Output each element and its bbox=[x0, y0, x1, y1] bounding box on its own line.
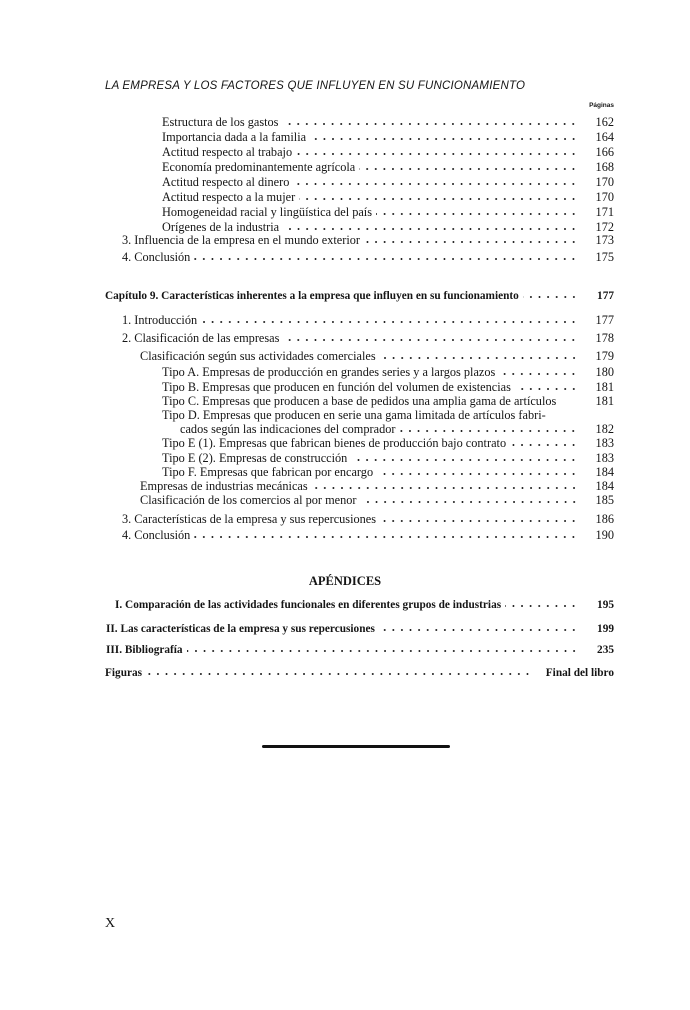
toc-entry bbox=[105, 289, 614, 303]
toc-entry bbox=[122, 250, 614, 264]
toc-entry-page: 186 bbox=[595, 512, 614, 526]
toc-entry bbox=[122, 528, 614, 542]
toc-entry-page: 235 bbox=[597, 644, 614, 656]
dot-leader bbox=[312, 481, 578, 490]
dot-leader bbox=[399, 424, 578, 433]
appendices-heading: APÉNDICES bbox=[308, 574, 382, 588]
toc-entry-title: Actitud respecto al trabajo bbox=[162, 145, 293, 159]
dot-leader bbox=[515, 382, 578, 391]
dot-leader bbox=[187, 644, 578, 653]
toc-entry-title: cados según las indicaciones del comprador bbox=[180, 422, 396, 436]
toc-entry-page: 190 bbox=[595, 528, 614, 542]
toc-entry-page: 168 bbox=[595, 160, 614, 174]
toc-entry-page: 195 bbox=[597, 599, 614, 611]
dot-leader bbox=[310, 132, 578, 141]
toc-entry-title: Tipo A. Empresas de producción en grandes series y a largos plazos bbox=[162, 365, 496, 379]
toc-entry-page: 171 bbox=[595, 205, 614, 219]
dot-leader bbox=[505, 599, 578, 608]
toc-entry-page: 181 bbox=[595, 394, 614, 408]
toc-entry bbox=[162, 465, 614, 479]
toc-entry-page: 175 bbox=[595, 250, 614, 264]
toc-entry bbox=[122, 512, 614, 526]
dot-leader bbox=[380, 514, 578, 523]
toc-entry-title: Tipo E (2). Empresas de construcción bbox=[162, 451, 348, 465]
toc-entry bbox=[122, 313, 614, 327]
dot-leader bbox=[377, 467, 578, 476]
dot-leader bbox=[380, 351, 578, 360]
toc-entry-title: III. Bibliografía bbox=[106, 644, 183, 656]
dot-leader bbox=[283, 333, 578, 342]
toc-entry bbox=[162, 365, 614, 379]
toc-entry bbox=[106, 622, 614, 636]
toc-entry-title: 2. Clasificación de las empresas bbox=[122, 331, 280, 345]
toc-entry bbox=[162, 175, 614, 189]
toc-entry-title: 3. Influencia de la empresa en el mundo exterior bbox=[122, 233, 360, 247]
toc-entry bbox=[106, 643, 614, 657]
toc-entry bbox=[162, 205, 614, 219]
toc-entry bbox=[162, 451, 614, 465]
toc-entry bbox=[162, 220, 614, 234]
toc-entry-page: 181 bbox=[595, 380, 614, 394]
dot-leader bbox=[293, 177, 578, 186]
toc-entry-title: Tipo C. Empresas que producen a base de pedidos una amplia gama de artículos bbox=[162, 394, 557, 408]
toc-entry-title: Homogeneidad racial y lingüística del país bbox=[162, 205, 373, 219]
page-number: X bbox=[105, 916, 116, 931]
toc-entry-title: 4. Conclusión bbox=[122, 250, 191, 264]
dot-leader bbox=[560, 396, 578, 405]
dot-leader bbox=[194, 530, 578, 539]
toc-entry-title: Tipo B. Empresas que producen en función del volumen de existencias bbox=[162, 380, 511, 394]
dot-leader bbox=[523, 290, 578, 299]
running-head: LA EMPRESA Y LOS FACTORES QUE INFLUYEN EN SU FUNCIONAMIENTO bbox=[105, 80, 526, 92]
toc-entry-page: 178 bbox=[595, 331, 614, 345]
toc-entry-title: Capítulo 9. Características inherentes a la empresa que influyen en su funcionamiento bbox=[105, 290, 519, 302]
dot-leader bbox=[146, 667, 532, 676]
toc-entry bbox=[162, 380, 614, 394]
toc-entry-page: 185 bbox=[595, 493, 614, 507]
toc-entry bbox=[122, 233, 614, 247]
dot-leader bbox=[194, 252, 578, 261]
toc-entry-title: Tipo E (1). Empresas que fabrican bienes de producción bajo contrato bbox=[162, 436, 507, 450]
dot-leader bbox=[376, 207, 578, 216]
toc-entry-page: 179 bbox=[595, 349, 614, 363]
toc-entry-tipo-d-first-line: Tipo D. Empresas que producen en serie una gama limitada de artículos fabri- bbox=[162, 408, 546, 422]
toc-entry bbox=[162, 130, 614, 144]
dot-leader bbox=[510, 438, 578, 447]
toc-entry bbox=[162, 190, 614, 204]
toc-entry-page: 177 bbox=[597, 290, 614, 302]
dot-leader bbox=[351, 453, 578, 462]
dot-leader bbox=[201, 315, 578, 324]
toc-entry-title: Importancia dada a la familia bbox=[162, 130, 307, 144]
toc-entry-page: 162 bbox=[595, 115, 614, 129]
dot-leader bbox=[296, 147, 578, 156]
dot-leader bbox=[499, 367, 578, 376]
dot-leader bbox=[364, 235, 578, 244]
toc-entry bbox=[140, 479, 614, 493]
toc-entry bbox=[162, 115, 614, 129]
dot-leader bbox=[299, 192, 578, 201]
toc-entry-title: Empresas de industrias mecánicas bbox=[140, 479, 308, 493]
toc-entry-page: 184 bbox=[595, 479, 614, 493]
dot-leader bbox=[361, 495, 579, 504]
toc-entry-page: 184 bbox=[595, 465, 614, 479]
toc-entry-title: 3. Características de la empresa y sus repercusiones bbox=[122, 512, 377, 526]
toc-entry-page: 199 bbox=[597, 623, 614, 635]
toc-entry-title: Figuras bbox=[105, 667, 143, 679]
toc-entry-page: 182 bbox=[595, 422, 614, 436]
toc-entry bbox=[180, 422, 614, 436]
dot-leader bbox=[379, 623, 578, 632]
toc-entry bbox=[162, 436, 614, 450]
dot-leader bbox=[359, 162, 578, 171]
decorative-rule bbox=[262, 745, 450, 748]
toc-entry-page: 180 bbox=[595, 365, 614, 379]
toc-entry-title: Actitud respecto al dinero bbox=[162, 175, 290, 189]
pages-column-label: Páginas bbox=[589, 102, 614, 109]
toc-entry bbox=[140, 349, 614, 363]
toc-entry bbox=[162, 160, 614, 174]
toc-entry-page: 173 bbox=[595, 233, 614, 247]
toc-entry-page: 170 bbox=[595, 175, 614, 189]
toc-entry-page: Final del libro bbox=[545, 667, 614, 679]
toc-entry-page: 177 bbox=[595, 313, 614, 327]
toc-entry-page: 183 bbox=[595, 436, 614, 450]
toc-entry bbox=[122, 331, 614, 345]
toc-entry bbox=[162, 145, 614, 159]
toc-entry-title: I. Comparación de las actividades funcionales en diferentes grupos de industrias bbox=[115, 599, 502, 611]
toc-entry-title: Clasificación de los comercios al por menor bbox=[140, 493, 357, 507]
toc-entry-title: Orígenes de la industria bbox=[162, 220, 280, 234]
toc-entry-page: 183 bbox=[595, 451, 614, 465]
toc-entry-page: 164 bbox=[595, 130, 614, 144]
dot-leader bbox=[283, 222, 578, 231]
toc-entry-page: 170 bbox=[595, 190, 614, 204]
toc-entry-page: 172 bbox=[595, 220, 614, 234]
toc-entry bbox=[140, 493, 614, 507]
toc-entry-title: II. Las características de la empresa y sus repercusiones bbox=[106, 623, 375, 635]
toc-entry-title: Clasificación según sus actividades comerciales bbox=[140, 349, 376, 363]
toc-entry-title: 4. Conclusión bbox=[122, 528, 191, 542]
toc-entry bbox=[115, 598, 614, 612]
toc-entry bbox=[105, 666, 614, 680]
toc-entry-title: Actitud respecto a la mujer bbox=[162, 190, 296, 204]
toc-entry-page: 166 bbox=[595, 145, 614, 159]
dot-leader bbox=[282, 117, 578, 126]
toc-entry-title: Estructura de los gastos bbox=[162, 115, 279, 129]
toc-entry-title: Tipo F. Empresas que fabrican por encargo bbox=[162, 465, 374, 479]
toc-entry-title: Economía predominantemente agrícola bbox=[162, 160, 356, 174]
toc-entry-title: 1. Introducción bbox=[122, 313, 198, 327]
toc-entry bbox=[162, 394, 614, 408]
